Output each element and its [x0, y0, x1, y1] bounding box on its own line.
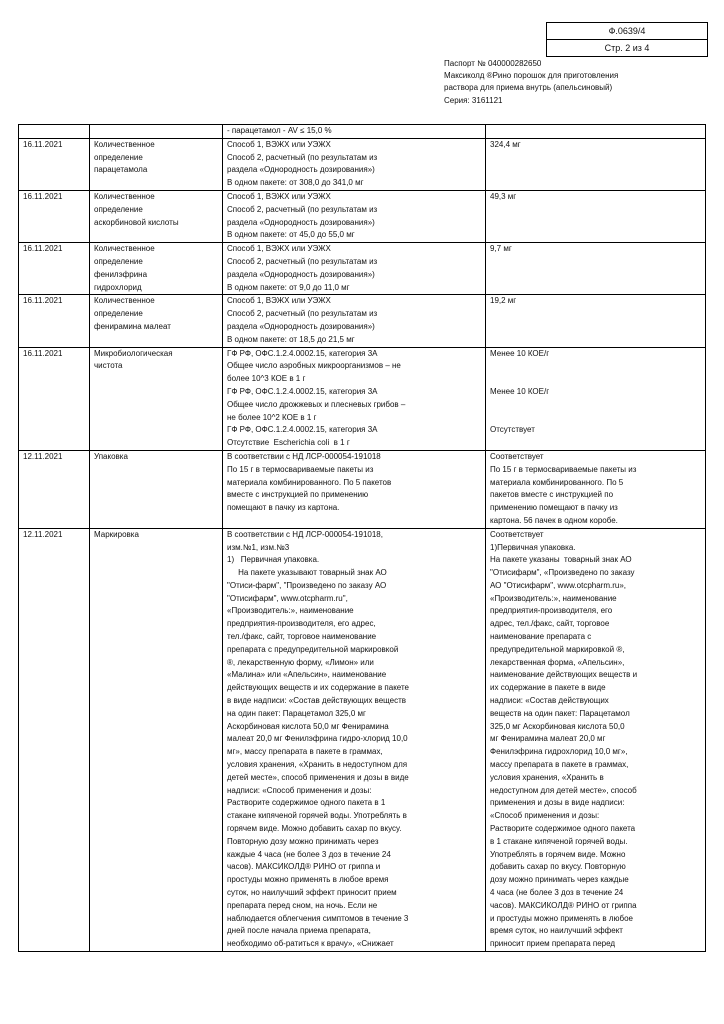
requirement-line: наблюдается облегчения симптомов в течение 3	[227, 913, 409, 923]
table-row	[19, 347, 706, 450]
table-row	[19, 243, 706, 295]
result-line: Соответствует	[490, 529, 544, 539]
test-date: 12.11.2021	[23, 529, 63, 539]
result-line: предприятия-производителя, его	[490, 606, 613, 616]
requirement-line: раздела «Однородность дозирования»)	[227, 165, 375, 175]
requirement-line: дней после начала приема препарата,	[227, 926, 371, 936]
test-date-cell	[19, 450, 90, 528]
requirement-line: надписи: «Способ применения и дозы:	[227, 785, 372, 795]
requirement-line: детей месте», способ применения и дозы в виде	[227, 772, 409, 782]
result-line: Растворите содержимое одного пакета	[490, 824, 636, 834]
requirement-line: В одном пакете: от 45,0 до 55,0 мг	[227, 230, 355, 240]
test-date: 16.11.2021	[23, 296, 63, 306]
test-name-cell	[90, 243, 223, 295]
test-name-line: Количественное	[94, 191, 155, 201]
result-line: массу препарата в пакете в граммах,	[490, 760, 629, 770]
requirement-line: в виде надписи: «Состав действующих веществ	[227, 696, 407, 706]
test-name-cell	[90, 528, 223, 951]
requirement-cell	[223, 450, 486, 528]
test-date: 16.11.2021	[23, 244, 63, 254]
requirement-line: В одном пакете: от 18,5 до 21,5 мг	[227, 334, 355, 344]
test-name-line: аскорбиновой кислоты	[94, 217, 179, 227]
requirement-line: ®, лекарственную форму, «Лимон» или	[227, 657, 374, 667]
requirement-line: Отсутствие Escherichia coli в 1 г	[227, 438, 350, 448]
product-form: раствора для приема внутрь (апельсиновый)	[444, 83, 613, 93]
requirement-line: ГФ РФ, ОФС.1.2.4.0002.15, категория 3А	[227, 348, 378, 358]
requirement-line: - парацетамол - AV ≤ 15,0 %	[227, 126, 332, 135]
requirement-line: Растворите содержимое одного пакета в 1	[227, 798, 386, 808]
test-date-cell	[19, 190, 90, 242]
result-line: На пакете указаны товарный знак АО	[490, 555, 632, 565]
test-results-table	[18, 124, 706, 952]
requirement-line: более 10^3 КОЕ в 1 г	[227, 374, 306, 384]
result-line: Отсутствует	[490, 425, 535, 435]
test-date-cell	[19, 125, 90, 139]
result-line: приносит прием препарата перед	[490, 939, 616, 949]
requirement-line: Способ 1, ВЭЖХ или УЭЖХ	[227, 139, 331, 149]
test-date: 16.11.2021	[23, 348, 63, 358]
requirement-line: «Производитель:», наименование	[227, 606, 354, 616]
test-name-line: фенилэфрина	[94, 269, 148, 279]
requirement-line: не более 10^2 КОЕ в 1 г	[227, 412, 317, 422]
requirement-line: По 15 г в термосвариваемые пакеты из	[227, 464, 374, 474]
test-date: 16.11.2021	[23, 139, 63, 149]
result-line: пакетов вместе с инструкцией по	[490, 490, 614, 500]
test-date	[23, 125, 85, 138]
result-line: адрес, тел./факс, сайт, торговое	[490, 619, 610, 629]
result-line: часов). МАКСИКОЛД® РИНО от гриппа	[490, 900, 637, 910]
test-name-cell	[90, 450, 223, 528]
requirement-line: В одном пакете: от 9,0 до 11,0 мг	[227, 282, 350, 292]
requirement-line: раздела «Однородность дозирования»)	[227, 269, 375, 279]
table-row	[19, 138, 706, 190]
result-cell	[486, 243, 706, 295]
requirement-line: "Отисифарм", www.otcpharm.ru",	[227, 593, 348, 603]
result-line: наименование действующих веществ и	[490, 670, 638, 680]
test-name-cell	[90, 295, 223, 347]
result-line: Соответствует	[490, 451, 544, 461]
result-line: "Отисифарм", «Произведено по заказу	[490, 568, 635, 578]
requirement-line: В соответствии с НД ЛСР-000054-191018,	[227, 529, 383, 539]
requirement-line: ГФ РФ, ОФС.1.2.4.0002.15, категория 3А	[227, 425, 378, 435]
requirement-line: изм.№1, изм.№3	[227, 542, 290, 552]
requirement-line: мг», массу препарата в пакете в граммах,	[227, 747, 383, 757]
test-name-line: фенирамина малеат	[94, 321, 171, 331]
requirement-line: Аскорбиновая кислота 50,0 мг Фенирамина	[227, 721, 389, 731]
requirement-line: 1) Первичная упаковка.	[227, 555, 320, 565]
requirement-line: Способ 2, расчетный (по результатам из	[227, 204, 378, 214]
test-date-cell	[19, 243, 90, 295]
test-date-cell	[19, 528, 90, 951]
requirement-cell	[223, 528, 486, 951]
requirement-line: необходимо об-ратиться к врачу», «Снижает	[227, 939, 394, 949]
result-line	[490, 399, 701, 412]
result-line: недоступном для детей месте», способ	[490, 785, 637, 795]
requirement-line: «Малина» или «Апельсин», наименование	[227, 670, 387, 680]
test-name-line: Количественное	[94, 296, 155, 306]
requirement-line: каждые 4 часа (не более 3 доз в течение 24	[227, 849, 391, 859]
test-name-line: определение	[94, 152, 143, 162]
requirement-line: ГФ РФ, ОФС.1.2.4.0002.15, категория 3А	[227, 386, 378, 396]
result-line: 324,4 мг	[490, 139, 521, 149]
requirement-line: В одном пакете: от 308,0 до 341,0 мг	[227, 178, 364, 188]
requirement-line: горячем виде. Можно добавить сахар по вкусу.	[227, 824, 402, 834]
result-line: применения и дозы в виде надписи:	[490, 798, 625, 808]
result-line: и простуды можно применять в любое	[490, 913, 633, 923]
result-line: АО "Отисифарм", www.otcpharm.ru»,	[490, 580, 627, 590]
result-line: дозу можно принимать через каждые	[490, 875, 629, 885]
result-line: По 15 г в термосвариваемые пакеты из	[490, 464, 637, 474]
form-code-box	[546, 22, 708, 57]
requirement-line: Способ 1, ВЭЖХ или УЭЖХ	[227, 244, 331, 254]
requirement-line: На пакете указывают товарный знак АО	[227, 568, 387, 578]
result-line: мг Фенирамина малеат 20,0 мг	[490, 734, 606, 744]
result-line: наименование препарата с	[490, 632, 592, 642]
result-cell	[486, 450, 706, 528]
passport-header	[444, 58, 618, 107]
result-line	[490, 360, 701, 373]
page-number: Стр. 2 из 4	[547, 39, 707, 56]
requirement-line: простуды можно применять в любое время	[227, 875, 389, 885]
requirement-line: предприятия-производителя, его адрес,	[227, 619, 376, 629]
result-line	[490, 412, 701, 425]
requirement-line: Способ 2, расчетный (по результатам из	[227, 309, 378, 319]
requirement-cell	[223, 138, 486, 190]
result-line: их содержание в пакете в виде	[490, 683, 606, 693]
test-name-cell	[90, 125, 223, 139]
requirement-line: малеат 20,0 мг Фенилэфрина гидро-хлорид 10,0	[227, 734, 408, 744]
requirement-cell	[223, 295, 486, 347]
form-code: Ф.0639/4	[608, 26, 646, 36]
table-row	[19, 125, 706, 139]
table-row	[19, 528, 706, 951]
result-line: надписи: «Состав действующих	[490, 696, 609, 706]
test-name-line: чистота	[94, 361, 123, 371]
test-name-line: определение	[94, 309, 143, 319]
result-line: Употреблять в горячем виде. Можно	[490, 849, 626, 859]
requirement-cell	[223, 190, 486, 242]
test-name-cell	[90, 138, 223, 190]
result-line: 9,7 мг	[490, 244, 512, 254]
result-line	[490, 373, 701, 386]
requirement-line: препарата с предупредительной маркировкой	[227, 644, 399, 654]
result-line: предупредительной маркировкой ®,	[490, 644, 625, 654]
result-cell	[486, 190, 706, 242]
result-line: 49,3 мг	[490, 191, 517, 201]
result-line: 19,2 мг	[490, 296, 517, 306]
table-row	[19, 190, 706, 242]
test-name-line: Количественное	[94, 139, 155, 149]
requirement-line: В соответствии с НД ЛСР-000054-191018	[227, 451, 381, 461]
result-line: Менее 10 КОЕ/г	[490, 348, 550, 358]
requirement-line: раздела «Однородность дозирования»)	[227, 217, 375, 227]
result-line: лекарственная форма, «Апельсин»,	[490, 657, 625, 667]
result-line: «Способ применения и дозы:	[490, 811, 600, 821]
passport-number: Паспорт № 040000282650	[444, 59, 542, 68]
requirement-line: раздела «Однородность дозирования»)	[227, 321, 375, 331]
result-line: условия хранения, «Хранить в	[490, 772, 604, 782]
requirement-line: Общее число дрожжевых и плесневых грибов –	[227, 399, 406, 409]
requirement-cell	[223, 125, 486, 139]
requirement-cell	[223, 243, 486, 295]
requirement-line: "Отиси-фарм", "Произведено по заказу АО	[227, 580, 387, 590]
result-cell	[486, 125, 706, 139]
test-name-line: Упаковка	[94, 451, 128, 461]
result-cell	[486, 528, 706, 951]
test-name-line: определение	[94, 204, 143, 214]
batch-number: Серия: 3161121	[444, 95, 503, 105]
result-line: 4 часа (не более 3 доз в течение 24	[490, 888, 624, 898]
requirement-line: стакане кипяченой горячей воды. Употреблять в	[227, 811, 407, 821]
test-date-cell	[19, 295, 90, 347]
requirement-line: Повторную дозу можно принимать через	[227, 836, 379, 846]
result-line: добавить сахар по вкусу. Повторную	[490, 862, 626, 872]
requirement-line: условия хранения, «Хранить в недоступном для	[227, 760, 408, 770]
result-line: Менее 10 КОЕ/г	[490, 386, 550, 396]
result-line: 1)Первичная упаковка.	[490, 542, 576, 552]
test-date: 16.11.2021	[23, 191, 63, 201]
test-date-cell	[19, 138, 90, 190]
test-name-line: определение	[94, 256, 143, 266]
result-cell	[486, 295, 706, 347]
test-name-cell	[90, 347, 223, 450]
requirement-line: помещают в пачку из картона.	[227, 503, 340, 513]
requirement-line: Способ 2, расчетный (по результатам из	[227, 152, 378, 162]
test-name-cell	[90, 190, 223, 242]
requirement-line: Общее число аэробных микроорганизмов – не	[227, 361, 401, 371]
table-row	[19, 295, 706, 347]
result-line: 325,0 мг Аскорбиновая кислота 50,0	[490, 721, 625, 731]
requirement-line: материала комбинированного. По 5 пакетов	[227, 477, 392, 487]
test-name-line: Микробиологическая	[94, 348, 173, 358]
result-line: «Производитель:», наименование	[490, 593, 617, 603]
requirement-line: тел./факс, сайт, торговое наименование	[227, 632, 377, 642]
requirement-line: суток, но наилучший эффект приносит прием	[227, 888, 397, 898]
test-date-cell	[19, 347, 90, 450]
test-name-line: Количественное	[94, 244, 155, 254]
test-date: 12.11.2021	[23, 451, 63, 461]
requirement-line: на один пакет: Парацетамол 325,0 мг	[227, 708, 366, 718]
requirement-line: Способ 2, расчетный (по результатам из	[227, 256, 378, 266]
result-line: материала комбинированного. По 5	[490, 477, 624, 487]
product-name: Максиколд ®Рино порошок для приготовления	[444, 71, 619, 81]
test-name-line: Маркировка	[94, 529, 139, 539]
result-line: Фенилэфрина гидрохлорид 10,0 мг»,	[490, 747, 628, 757]
requirement-line: вместе с инструкцией по применению	[227, 490, 369, 500]
test-name-line: гидрохлорид	[94, 282, 142, 292]
result-line: картона. 56 пачек в одном коробе.	[490, 515, 618, 525]
requirement-line: часов). МАКСИКОЛД® РИНО от гриппа и	[227, 862, 381, 872]
requirement-line: действующих веществ и их содержание в пакете	[227, 683, 410, 693]
requirement-line: Способ 1, ВЭЖХ или УЭЖХ	[227, 191, 331, 201]
requirement-cell	[223, 347, 486, 450]
result-line: в 1 стакане кипяченой горячей воды.	[490, 836, 628, 846]
test-name-line: парацетамола	[94, 165, 148, 175]
result-line: веществ на один пакет: Парацетамол	[490, 708, 630, 718]
result-cell	[486, 138, 706, 190]
table-row	[19, 450, 706, 528]
result-line: применению помещают в пачку из	[490, 503, 618, 513]
requirement-line: препарата перед сном, на ночь. Если не	[227, 900, 378, 910]
result-cell	[486, 347, 706, 450]
requirement-line: Способ 1, ВЭЖХ или УЭЖХ	[227, 296, 331, 306]
result-line: время суток, но наилучший эффект	[490, 926, 623, 936]
